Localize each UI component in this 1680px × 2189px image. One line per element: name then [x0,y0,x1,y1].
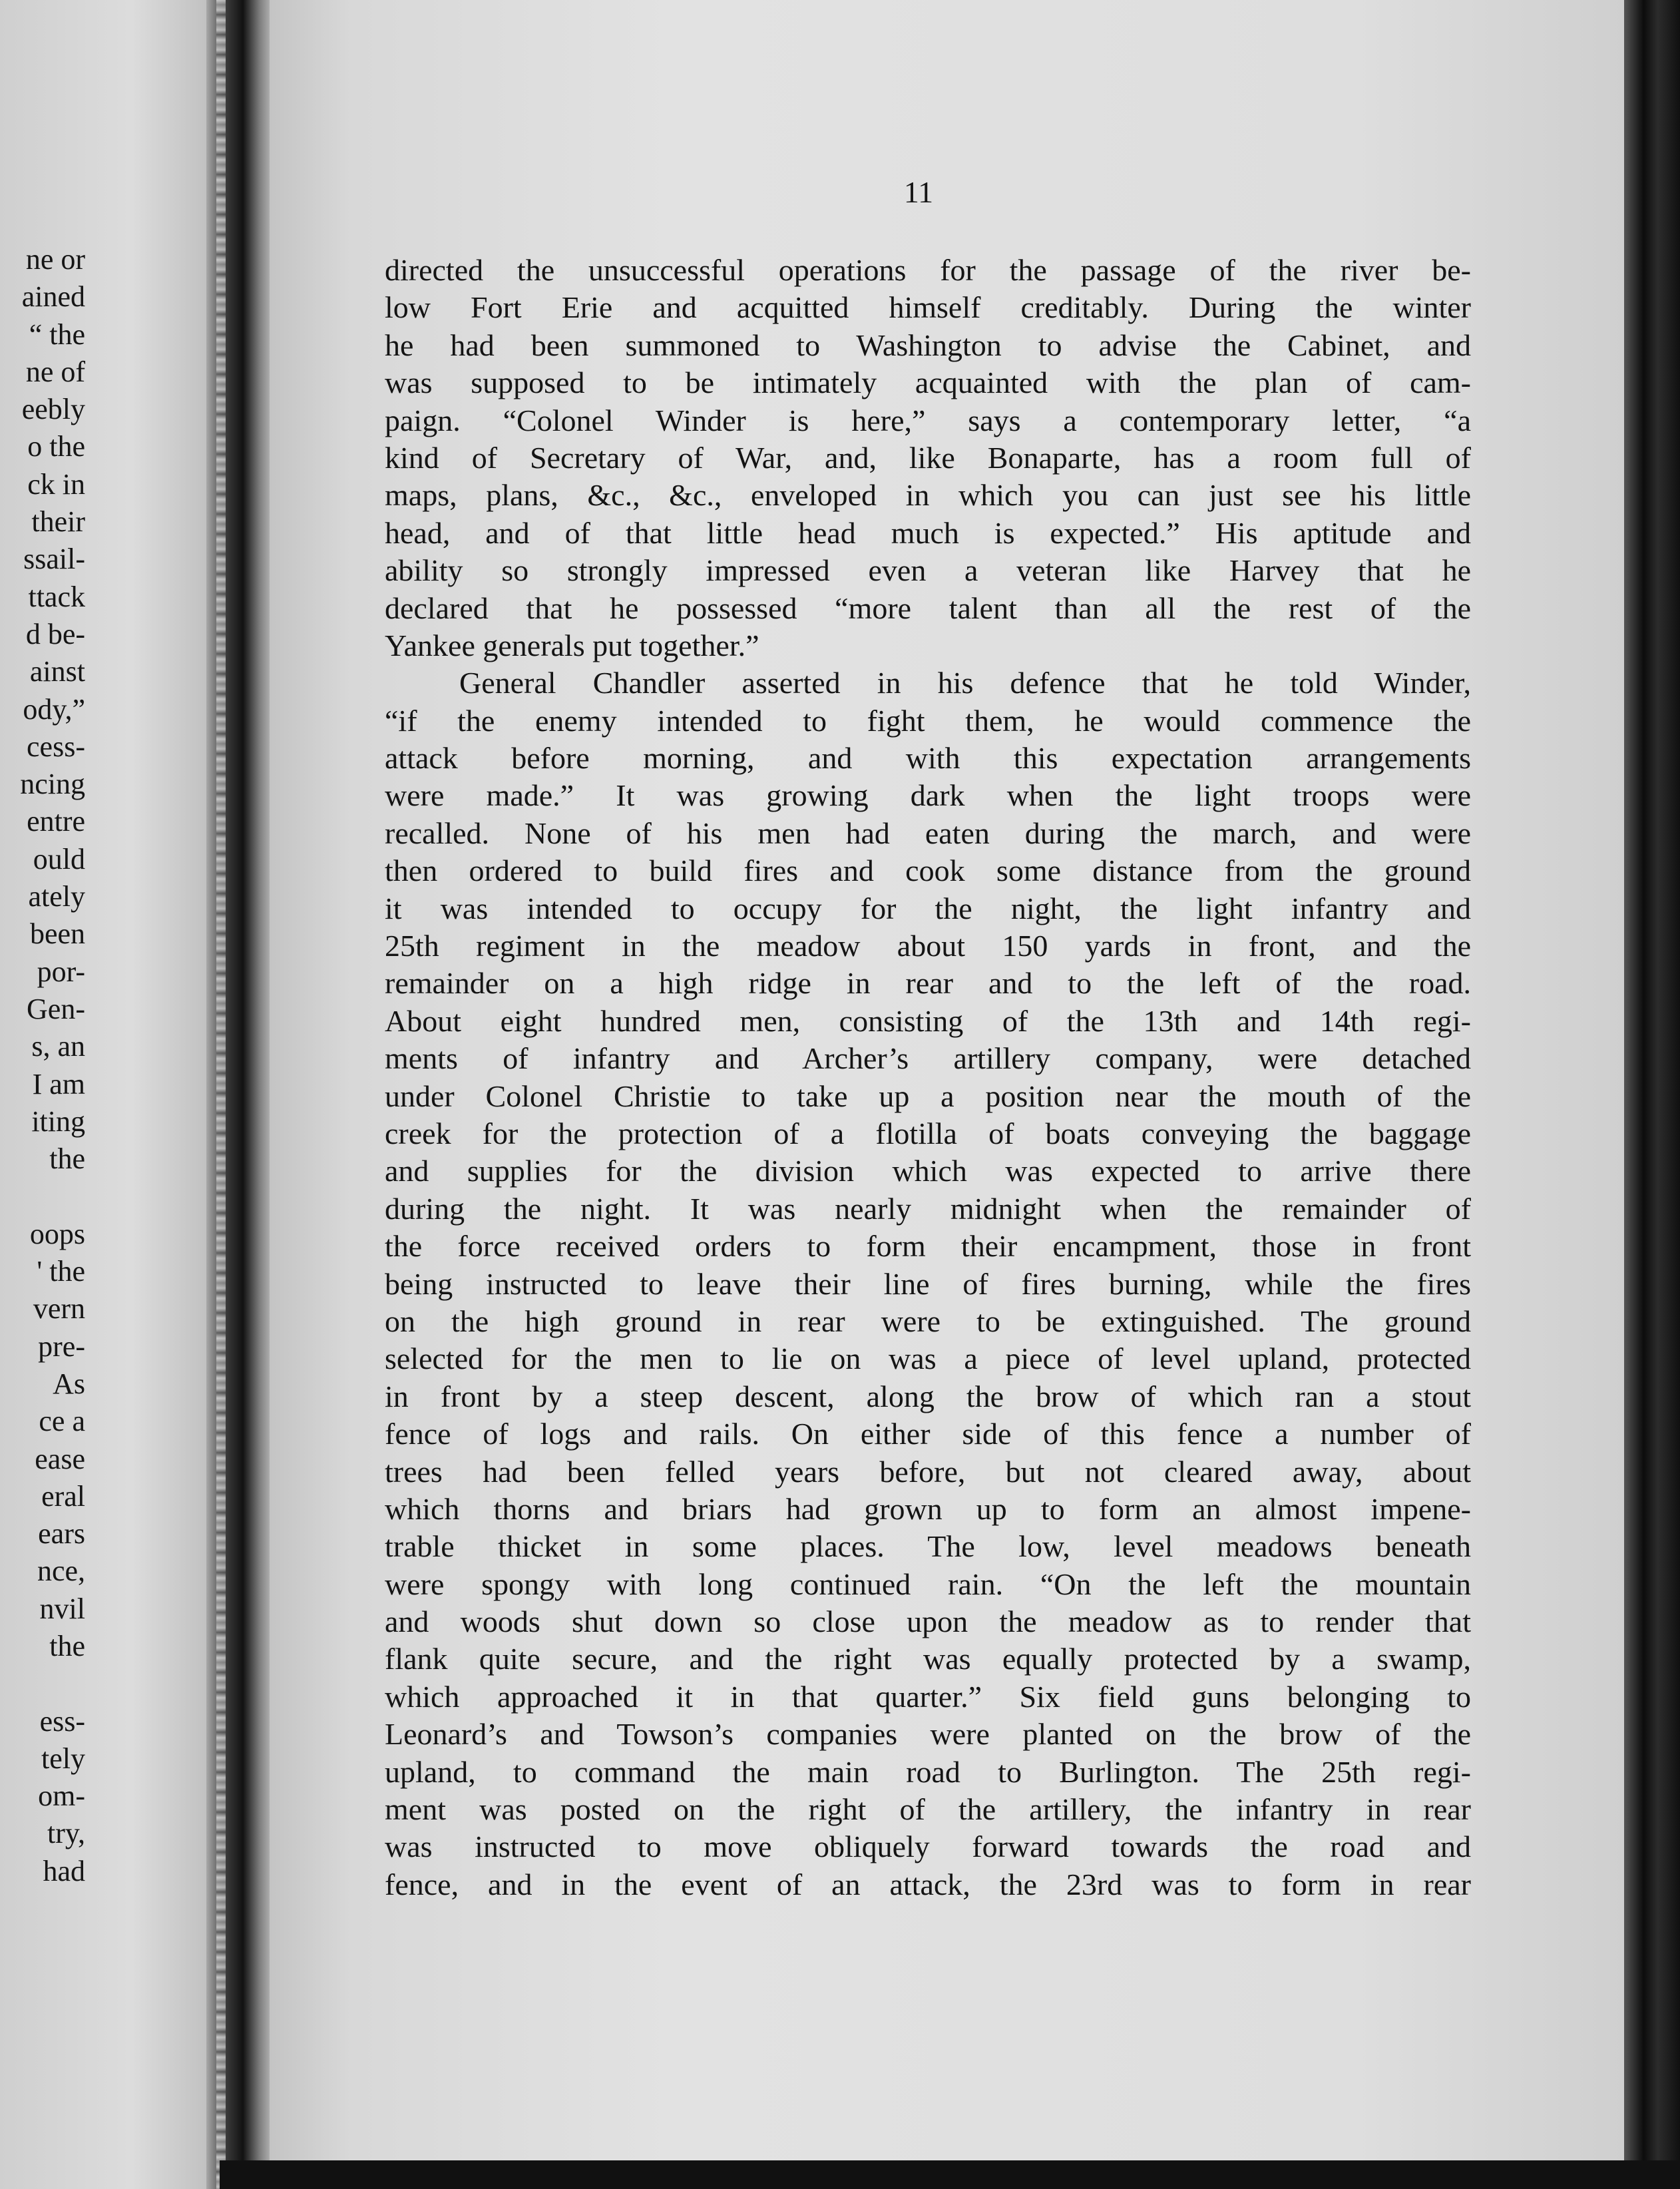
text-line: attack before morning, and with this expectation arrangements [385,741,1471,776]
bottom-scan-border [220,2160,1680,2189]
left-page-fragment: s, an [31,1030,85,1063]
left-page-fragment: “ the [29,318,85,351]
text-line: 25th regiment in the meadow about 150 yards in front, and the [385,929,1471,963]
previous-page-edge [0,0,220,2189]
left-page-fragment: ainst [29,655,85,688]
text-line: which approached it in that quarter.” Six field guns belonging to [385,1679,1471,1714]
text-line: he had been summoned to Washington to advise the Cabinet, and [385,328,1471,362]
left-page-fragment: the [49,1629,85,1662]
text-line: Leonard’s and Towson’s companies were planted on the brow of the [385,1717,1471,1752]
text-line: were spongy with long continued rain. “On the left the mountain [385,1567,1471,1601]
right-scan-border [1624,0,1680,2189]
left-page-fragment: tely [41,1742,85,1775]
text-line: Yankee generals put together.” [385,628,759,662]
text-line: and woods shut down so close upon the meadow as to render that [385,1604,1471,1639]
text-line: in front by a steep descent, along the brow of which ran a stout [385,1379,1471,1413]
text-line: recalled. None of his men had eaten during the march, and were [385,816,1471,850]
text-line: ability so strongly impressed even a veteran like Harvey that he [385,553,1471,588]
text-line: being instructed to leave their line of fires burning, while the fires [385,1266,1471,1301]
left-page-fragment: been [29,917,85,951]
left-page-fragment: try, [47,1817,85,1850]
text-line: trable thicket in some places. The low, level meadows beneath [385,1529,1471,1564]
left-page-fragment: nvil [39,1592,85,1625]
left-page-fragment: ately [28,880,85,913]
text-line: directed the unsuccessful operations for the passage of the river be- [385,253,1471,287]
text-line: during the night. It was nearly midnight when the remainder of [385,1191,1471,1226]
text-line: paign. “Colonel Winder is here,” says a contemporary letter, “a [385,403,1471,437]
text-line: then ordered to build fires and cook some distance from the ground [385,853,1471,888]
text-line: ment was posted on the right of the artillery, the infantry in rear [385,1792,1471,1827]
left-page-fragment: om- [38,1780,85,1813]
text-line: upland, to command the main road to Burlington. The 25th regi- [385,1754,1471,1789]
text-line: flank quite secure, and the right was equally protected by a swamp, [385,1642,1471,1676]
left-page-fragment: the [49,1142,85,1176]
text-line: General Chandler asserted in his defence that he told Winder, [459,666,1471,700]
text-line: on the high ground in rear were to be extinguished. The ground [385,1304,1471,1338]
left-page-fragment: ears [38,1517,85,1551]
page-number: 11 [903,175,934,209]
text-line: was instructed to move obliquely forward towards the road and [385,1829,1471,1864]
text-line: which thorns and briars had grown up to form an almost impene- [385,1491,1471,1526]
left-page-fragment: o the [27,430,85,463]
left-page-fragment: ce a [39,1405,85,1438]
left-page-fragment: ncing [20,768,85,801]
text-line: trees had been felled years before, but not cleared away, about [385,1454,1471,1489]
text-line: fence of logs and rails. On either side of this fence a number of [385,1417,1471,1451]
left-page-fragment: Gen- [27,992,85,1025]
body-text [385,252,1471,1903]
text-line: ments of infantry and Archer’s artillery company, were detached [385,1041,1471,1076]
left-page-fragment: ck in [27,467,85,501]
left-page-fragment: ne or [25,243,85,276]
previous-page-text-fragments [0,241,85,1890]
left-page-fragment: iting [31,1104,85,1138]
left-page-fragment: ained [21,280,85,314]
text-line: it was intended to occupy for the night, the light infantry and [385,891,1471,925]
left-page-fragment: As [53,1367,85,1400]
left-page-fragment: ess- [39,1704,85,1738]
text-line: creek for the protection of a flotilla of boats conveying the baggage [385,1116,1471,1150]
text-line: low Fort Erie and acquitted himself creditably. During the winter [385,290,1471,325]
left-page-fragment: had [43,1854,85,1887]
left-page-fragment: cess- [27,730,85,763]
left-page-fragment: pre- [38,1330,85,1363]
left-page-fragment: entre [27,805,85,838]
text-line: declared that he possessed “more talent than all the rest of the [385,591,1471,625]
left-page-fragment: vern [33,1292,85,1326]
text-line: “if the enemy intended to fight them, he would commence the [385,703,1471,738]
text-line: was supposed to be intimately acquainted with the plan of cam- [385,365,1471,400]
text-line: fence, and in the event of an attack, the 23rd was to form in rear [385,1867,1471,1901]
text-line: About eight hundred men, consisting of the 13th and 14th regi- [385,1003,1471,1038]
text-line: head, and of that little head much is expected.” His aptitude and [385,515,1471,550]
page-edge-texture [216,0,226,2189]
text-line: selected for the men to lie on was a piece of level upland, protected [385,1341,1471,1376]
left-page-fragment: ease [35,1442,85,1475]
left-page-fragment: ody,” [23,692,85,726]
text-line: maps, plans, &c., &c., enveloped in which you can just see his little [385,478,1471,513]
left-page-fragment: ne of [25,355,85,388]
left-page-fragment: ' the [37,1255,85,1288]
left-page-fragment: I am [32,1067,85,1100]
left-page-fragment: por- [37,955,85,988]
text-line: remainder on a high ridge in rear and to the left of the road. [385,966,1471,1001]
left-page-fragment: eebly [21,393,85,426]
left-page-fragment: d be- [25,617,85,650]
text-line: under Colonel Christie to take up a position near the mouth of the [385,1079,1471,1113]
left-page-fragment: ssail- [23,543,85,576]
left-page-fragment: their [31,505,85,539]
left-page-fragment [0,1665,85,1702]
left-page-fragment: nce, [37,1555,85,1588]
left-page-fragment [0,1178,85,1215]
text-line: were made.” It was growing dark when the light troops were [385,778,1471,813]
left-page-fragment: ttack [28,580,85,613]
left-page-fragment: ould [33,842,85,875]
text-line: the force received orders to form their encampment, those in front [385,1229,1471,1264]
text-line: kind of Secretary of War, and, like Bonaparte, has a room full of [385,440,1471,475]
left-page-fragment: oops [29,1217,85,1250]
left-page-fragment: eral [41,1479,85,1513]
text-line: and supplies for the division which was expected to arrive there [385,1154,1471,1188]
